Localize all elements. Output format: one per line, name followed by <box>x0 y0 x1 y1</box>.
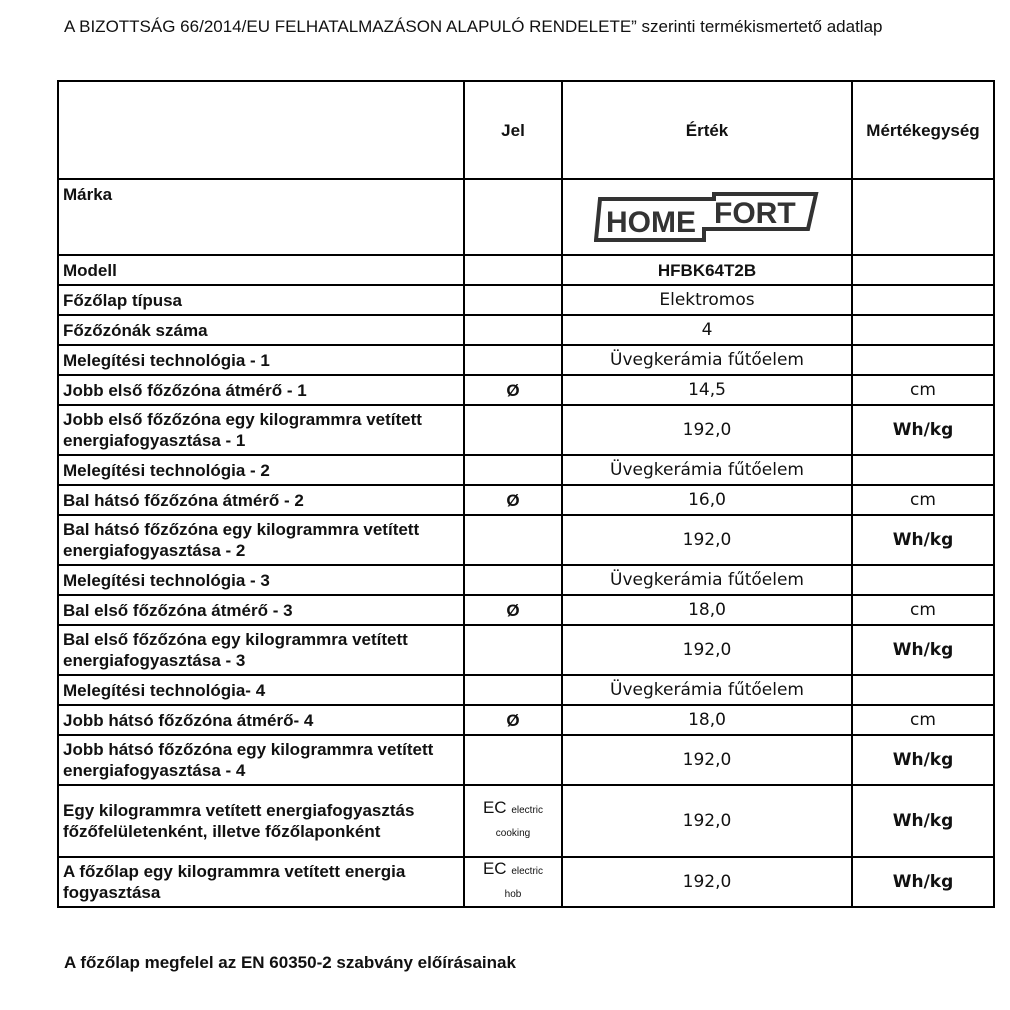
homefort-logo <box>567 190 847 244</box>
row-value: 4 <box>562 315 852 345</box>
row-symbol <box>464 455 562 485</box>
row-label: Főzőzónák száma <box>58 315 464 345</box>
row-unit: cm <box>852 595 994 625</box>
row-label: Bal hátsó főzőzóna egy kilogrammra vetített energiafogyasztása - 2 <box>58 515 464 565</box>
ec-symbol <box>469 859 557 905</box>
table-row <box>58 375 994 405</box>
row-unit: Wh/kg <box>852 515 994 565</box>
row-value: 192,0 <box>562 625 852 675</box>
row-symbol: Ø <box>464 375 562 405</box>
table-row <box>58 625 994 675</box>
table-row <box>58 675 994 705</box>
row-symbol <box>464 345 562 375</box>
table-row <box>58 485 994 515</box>
ec-symbol-main: EC <box>482 859 507 878</box>
row-label: Bal első főzőzóna átmérő - 3 <box>58 595 464 625</box>
row-value: Elektromos <box>562 285 852 315</box>
header-label <box>58 81 464 179</box>
intro-text: A BIZOTTSÁG 66/2014/EU FELHATALMAZÁSON ALAPULÓ RENDELETE” szerinti termékismertető adatlap <box>64 17 883 36</box>
table-row <box>58 705 994 735</box>
row-symbol: Ø <box>464 705 562 735</box>
ec-symbol-main: EC <box>482 798 507 817</box>
row-label: Melegítési technológia - 3 <box>58 565 464 595</box>
row-unit: Wh/kg <box>852 625 994 675</box>
row-unit <box>852 345 994 375</box>
row-label: Jobb hátsó főzőzóna átmérő- 4 <box>58 705 464 735</box>
row-label: Melegítési technológia - 2 <box>58 455 464 485</box>
table-row <box>58 595 994 625</box>
table-row <box>58 345 994 375</box>
row-label: Bal hátsó főzőzóna átmérő - 2 <box>58 485 464 515</box>
ec-row-unit: Wh/kg <box>852 857 994 907</box>
row-symbol <box>464 675 562 705</box>
row-label: Jobb első főzőzóna átmérő - 1 <box>58 375 464 405</box>
ec-row-unit: Wh/kg <box>852 785 994 857</box>
ec-row-symbol <box>464 857 562 907</box>
model-symbol <box>464 255 562 285</box>
row-label: Bal első főzőzóna egy kilogrammra vetített energiafogyasztása - 3 <box>58 625 464 675</box>
header-unit: Mértékegység <box>852 81 994 179</box>
header-symbol: Jel <box>464 81 562 179</box>
table-row <box>58 565 994 595</box>
ec-row-value: 192,0 <box>562 785 852 857</box>
brand-value <box>562 179 852 255</box>
row-symbol <box>464 285 562 315</box>
ec-symbol <box>469 798 557 844</box>
row-label: Melegítési technológia - 1 <box>58 345 464 375</box>
ec-symbol-sub: electric <box>511 805 544 816</box>
model-value: HFBK64T2B <box>562 255 852 285</box>
row-unit <box>852 565 994 595</box>
row-unit: cm <box>852 485 994 515</box>
model-row <box>58 255 994 285</box>
standard-compliance-note: A főzőlap megfelel az EN 60350-2 szabvány előírásainak <box>64 953 516 972</box>
row-symbol: Ø <box>464 485 562 515</box>
row-label: Főzőlap típusa <box>58 285 464 315</box>
table-row <box>58 315 994 345</box>
row-symbol <box>464 735 562 785</box>
model-unit <box>852 255 994 285</box>
row-unit <box>852 675 994 705</box>
row-symbol <box>464 565 562 595</box>
table-row <box>58 405 994 455</box>
ec-row <box>58 785 994 857</box>
brand-symbol <box>464 179 562 255</box>
brand-label: Márka <box>58 179 464 255</box>
ec-symbol-sub: electric <box>511 866 544 877</box>
row-label: Jobb első főzőzóna egy kilogrammra vetített energiafogyasztása - 1 <box>58 405 464 455</box>
row-value: 192,0 <box>562 515 852 565</box>
row-unit: cm <box>852 705 994 735</box>
header-value: Érték <box>562 81 852 179</box>
ec-row-label: Egy kilogrammra vetített energiafogyasztás főzőfelületenként, illetve főzőlaponként <box>58 785 464 857</box>
brand-unit <box>852 179 994 255</box>
row-symbol <box>464 515 562 565</box>
row-unit <box>852 455 994 485</box>
logo-text-fort: FORT <box>714 197 796 230</box>
row-value: Üvegkerámia fűtőelem <box>562 455 852 485</box>
row-symbol: Ø <box>464 595 562 625</box>
row-value: 18,0 <box>562 595 852 625</box>
row-value: 192,0 <box>562 405 852 455</box>
row-unit: Wh/kg <box>852 405 994 455</box>
logo-text-home: HOME <box>606 206 696 239</box>
row-value: Üvegkerámia fűtőelem <box>562 345 852 375</box>
ec-row <box>58 857 994 907</box>
table-row <box>58 735 994 785</box>
row-unit <box>852 285 994 315</box>
row-symbol <box>464 315 562 345</box>
row-symbol <box>464 405 562 455</box>
ec-row-symbol <box>464 785 562 857</box>
table-row <box>58 285 994 315</box>
row-value: Üvegkerámia fűtőelem <box>562 565 852 595</box>
product-data-table <box>57 80 995 908</box>
row-value: Üvegkerámia fűtőelem <box>562 675 852 705</box>
row-label: Melegítési technológia- 4 <box>58 675 464 705</box>
ec-symbol-sub: hob <box>504 889 522 900</box>
row-value: 16,0 <box>562 485 852 515</box>
row-unit: Wh/kg <box>852 735 994 785</box>
row-unit: cm <box>852 375 994 405</box>
row-value: 18,0 <box>562 705 852 735</box>
row-value: 14,5 <box>562 375 852 405</box>
ec-symbol-sub: cooking <box>495 828 531 839</box>
row-unit <box>852 315 994 345</box>
ec-row-value: 192,0 <box>562 857 852 907</box>
ec-row-label: A főzőlap egy kilogrammra vetített energia fogyasztása <box>58 857 464 907</box>
row-value: 192,0 <box>562 735 852 785</box>
table-header-row <box>58 81 994 179</box>
brand-row <box>58 179 994 255</box>
row-label: Jobb hátsó főzőzóna egy kilogrammra vetített energiafogyasztása - 4 <box>58 735 464 785</box>
model-label: Modell <box>58 255 464 285</box>
row-symbol <box>464 625 562 675</box>
table-row <box>58 515 994 565</box>
table-row <box>58 455 994 485</box>
